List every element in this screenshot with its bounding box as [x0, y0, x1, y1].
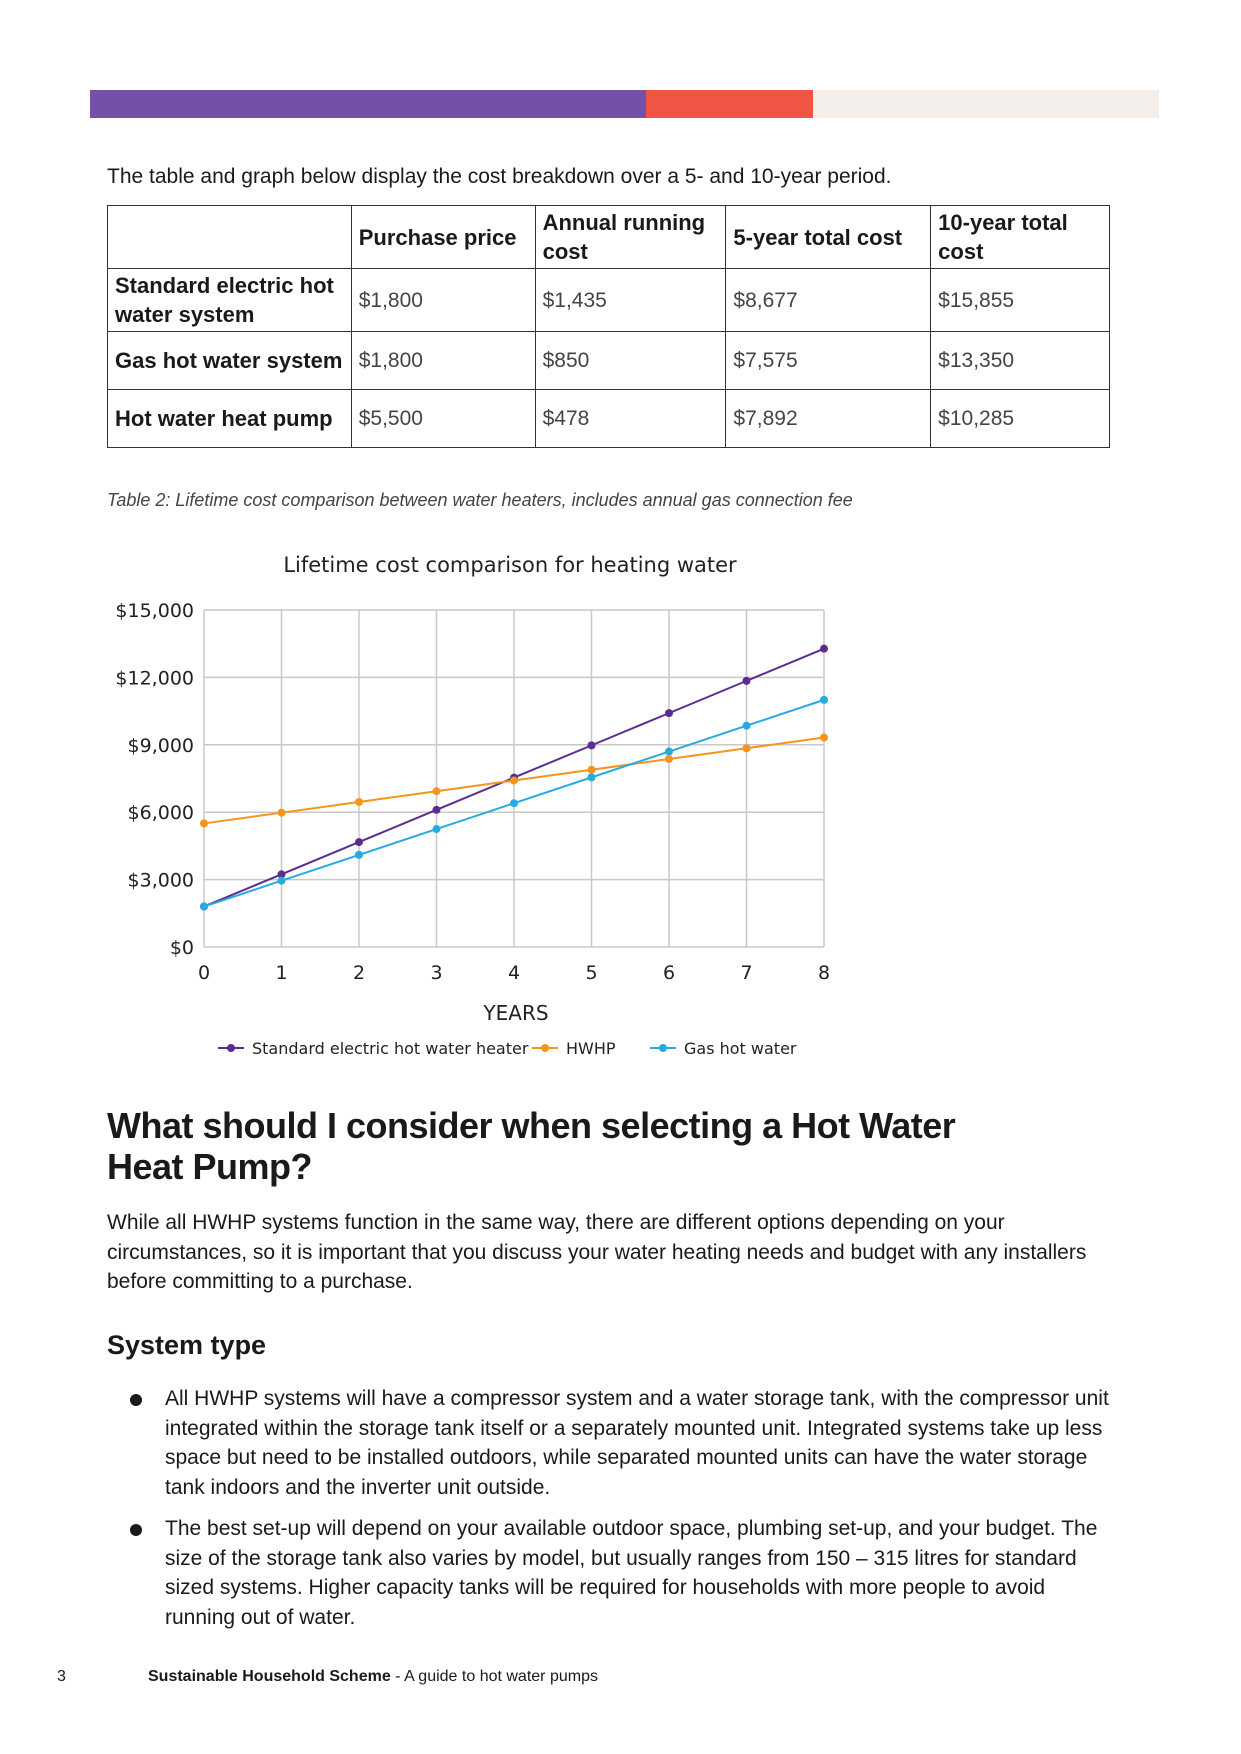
y-tick-label: $6,000: [127, 802, 194, 825]
table-cell: $1,800: [351, 269, 535, 332]
data-point: [588, 773, 596, 781]
table-cell: $8,677: [726, 269, 931, 332]
list-item: [107, 1384, 1117, 1502]
legend-label: Gas hot water: [684, 1039, 797, 1058]
data-point: [665, 755, 673, 763]
x-axis-label: YEARS: [483, 1001, 549, 1025]
table-cell: $5,500: [351, 390, 535, 448]
data-point: [355, 851, 363, 859]
line-chart: [100, 550, 860, 1070]
table-cell: $1,435: [535, 269, 726, 332]
y-tick-label: $15,000: [115, 600, 194, 622]
data-point: [743, 744, 751, 752]
table-cell: $13,350: [931, 332, 1110, 390]
y-tick-label: $3,000: [127, 869, 194, 892]
bullet-icon: [130, 1524, 142, 1536]
intro-text: The table and graph below display the cost breakdown over a 5- and 10-year period.: [107, 165, 892, 188]
legend-label: HWHP: [566, 1039, 616, 1058]
header-color-bar: [90, 90, 1159, 118]
data-point: [433, 806, 441, 814]
data-point: [820, 696, 828, 704]
subheading-system-type: System type: [107, 1330, 267, 1360]
data-point: [588, 741, 596, 749]
data-point: [278, 877, 286, 885]
legend-marker-icon: [659, 1044, 667, 1052]
cost-table: [107, 205, 1110, 448]
legend-marker-icon: [227, 1044, 235, 1052]
data-point: [510, 776, 518, 784]
x-axis-ticks: [198, 962, 830, 984]
data-point: [433, 825, 441, 833]
data-point: [433, 787, 441, 795]
list-item: [107, 1514, 1117, 1632]
data-point: [355, 838, 363, 846]
data-point: [200, 903, 208, 911]
table-header-cell: Annual running cost: [535, 206, 726, 269]
data-point: [278, 809, 286, 817]
table-cell: $478: [535, 390, 726, 448]
x-tick-label: 0: [197, 962, 211, 984]
list-item-text: All HWHP systems will have a compressor system and a water storage tank, with the compressor unit integrated within the storage tank itself or a separately mounted unit. Integrated systems take up less space but need to be installed outdoors, while separated mounted units can have the water storage tank indoors and the inverter unit outside.: [165, 1387, 1109, 1499]
header-bar-coral: [646, 90, 813, 118]
legend-marker-icon: [541, 1044, 549, 1052]
y-tick-label: $0: [169, 937, 194, 959]
data-point: [820, 645, 828, 653]
table-cell: $15,855: [931, 269, 1110, 332]
table-header-cell: Purchase price: [351, 206, 535, 269]
table-header-cell: 10-year total cost: [931, 206, 1110, 269]
chart-title: Lifetime cost comparison for heating water: [283, 553, 737, 577]
bullet-icon: [130, 1394, 142, 1406]
chart-legend: [218, 1039, 797, 1058]
x-tick-label: 1: [275, 962, 288, 984]
x-tick-label: 8: [817, 962, 831, 984]
x-tick-label: 4: [507, 962, 521, 984]
data-point: [665, 709, 673, 717]
y-tick-label: $12,000: [115, 667, 194, 690]
footer-title: Sustainable Household Scheme: [148, 1668, 391, 1685]
table-row: [108, 332, 1110, 390]
x-tick-label: 5: [585, 962, 598, 984]
footer-text: [148, 1668, 598, 1686]
page-number: 3: [57, 1668, 66, 1685]
x-tick-label: 6: [662, 962, 676, 984]
table-header-cell: [108, 206, 352, 269]
data-point: [355, 798, 363, 806]
body-paragraph: While all HWHP systems function in the same way, there are different options depending on your circumstances, so it is important that you discuss your water heating needs and budget with any installers before committing to a purchase.: [107, 1211, 1087, 1293]
section-heading: What should I consider when selecting a Hot Water Heat Pump?: [107, 1105, 956, 1187]
footer-subtitle: - A guide to hot water pumps: [390, 1668, 598, 1685]
y-axis-ticks: [115, 600, 194, 959]
table-row: [108, 390, 1110, 448]
data-point: [200, 819, 208, 827]
legend-label: Standard electric hot water heater: [252, 1039, 529, 1058]
list-item-text: The best set-up will depend on your available outdoor space, plumbing set-up, and your budget. The size of the storage tank also varies by model, but usually ranges from 150 – 315 litres for standard sized systems. Higher capacity tanks will be required for households with more people to avoid running out of water.: [165, 1517, 1098, 1629]
data-point: [510, 799, 518, 807]
table-row-label: Hot water heat pump: [108, 390, 352, 448]
table-row: [108, 269, 1110, 332]
table-header-row: [108, 206, 1110, 269]
y-tick-label: $9,000: [127, 734, 194, 757]
data-point: [743, 677, 751, 685]
table-cell: $7,892: [726, 390, 931, 448]
table-cell: $1,800: [351, 332, 535, 390]
data-point: [665, 748, 673, 756]
table-cell: $10,285: [931, 390, 1110, 448]
table-cell: $7,575: [726, 332, 931, 390]
table-cell: $850: [535, 332, 726, 390]
bullet-list: [107, 1384, 1117, 1644]
x-tick-label: 7: [740, 962, 753, 984]
table-caption: Table 2: Lifetime cost comparison between water heaters, includes annual gas connection fee: [107, 490, 853, 510]
data-point: [743, 722, 751, 730]
table-header-cell: 5-year total cost: [726, 206, 931, 269]
table-row-label: Standard electric hot water system: [108, 269, 352, 332]
data-point: [820, 734, 828, 742]
x-tick-label: 3: [430, 962, 443, 984]
data-point: [588, 766, 596, 774]
table-row-label: Gas hot water system: [108, 332, 352, 390]
x-tick-label: 2: [352, 962, 366, 984]
header-bar-pale: [813, 90, 1159, 118]
header-bar-purple: [90, 90, 646, 118]
